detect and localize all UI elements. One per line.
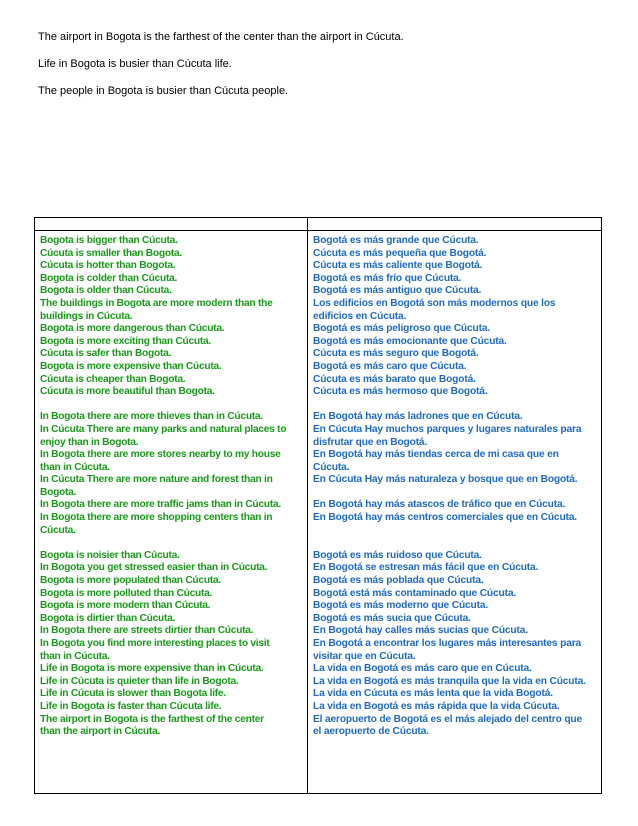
english-line: Bogota is more modern than Cúcuta. [40,600,211,612]
english-line: buildings in Cúcuta. [40,310,133,322]
english-line: Cúcuta is more beautiful than Bogota. [40,386,215,398]
spanish-line: La vida en Bogotá es más caro que en Cúcuta. [313,663,532,675]
spanish-line: En Bogotá hay calles más sucias que Cúcuta. [313,625,528,637]
english-line: than the airport in Cúcuta. [40,726,161,738]
english-line: In Cúcuta There are more nature and forest than in [40,474,273,486]
english-line: than in Cúcuta. [40,461,110,473]
english-line: than in Cúcuta. [40,650,110,662]
english-line: Life in Cúcuta is slower than Bogota life. [40,688,226,700]
english-line: In Bogota there are more traffic jams than in Cúcuta. [40,499,281,511]
english-line: The buildings in Bogota are more modern than the [40,297,273,309]
spanish-line: La vida en Cúcuta es más lenta que la vida Bogotá. [313,688,553,700]
english-line: enjoy than in Bogota. [40,436,139,448]
english-line: In Bogota there are more stores nearby to my house [40,449,281,461]
english-line: In Bogota you find more interesting places to visit [40,638,270,649]
table-header-row [35,218,601,231]
english-line: In Bogota there are more thieves than in Cúcuta. [40,411,263,423]
spanish-line: Bogotá es más ruidoso que Cúcuta. [313,549,482,561]
spanish-line: Cúcuta es más pequeña que Bogotá. [313,247,487,259]
spanish-line: En Bogotá hay más tiendas cerca de mi casa que en [313,449,559,461]
spanish-line: Bogotá es más sucia que Cúcuta. [313,612,471,624]
spanish-line: Cúcuta es más barato que Bogotá. [313,373,476,385]
english-line: In Cúcuta There are many parks and natural places to [40,423,287,435]
english-line: Bogota is more populated than Cúcuta. [40,575,221,587]
english-line: Bogota is noisier than Cúcuta. [40,549,180,561]
spanish-spacer [313,537,599,550]
spanish-line: En Bogotá se estresan más fácil que en Cúcuta. [313,562,539,574]
spanish-line: La vida en Bogotá es más rápida que la vida Cúcuta. [313,700,560,712]
spanish-spacer [313,525,599,538]
english-line: Bogota is more dangerous than Cúcuta. [40,323,225,335]
spanish-column [313,235,599,739]
spanish-line: Bogotá es más peligroso que Cúcuta. [313,323,491,335]
spanish-line: La vida en Bogotá es más tranquila que la vida en Cúcuta. [313,675,586,687]
english-line: Cúcuta is hotter than Bogota. [40,260,176,272]
spanish-line: Bogotá está más contaminado que Cúcuta. [313,587,517,599]
intro-line-3: The people in Bogota is busier than Cúcuta people. [38,85,289,97]
english-line: The airport in Bogota is the farthest of the center [40,713,264,725]
english-spacer [40,399,302,412]
spanish-line: Bogotá es más emocionante que Cúcuta. [313,335,507,347]
spanish-line: Cúcuta es más caliente que Bogotá. [313,260,483,272]
spanish-line: Cúcuta es más seguro que Bogotá. [313,348,479,360]
spanish-line: En Bogotá hay más atascos de tráfico que en Cúcuta. [313,499,566,511]
english-line: Life in Bogota is more expensive than in Cúcuta. [40,663,264,675]
english-line: Bogota is colder than Cúcuta. [40,272,178,284]
english-line: Bogota is more polluted than Cúcuta. [40,587,213,599]
column-divider [307,218,308,793]
english-line: Life in Bogota is faster than Cúcuta life. [40,700,222,712]
intro-line-1: The airport in Bogota is the farthest of the center than the airport in Cúcuta. [38,31,404,43]
english-line: Cúcuta is smaller than Bogota. [40,247,182,259]
english-spacer [40,537,302,550]
spanish-line: Bogotá es más poblada que Cúcuta. [313,575,484,587]
english-line: Cúcuta is cheaper than Bogota. [40,373,186,385]
spanish-line: En Cúcuta Hay muchos parques y lugares naturales para [313,423,582,435]
english-line: In Bogota you get stressed easier than in Cúcuta. [40,562,268,574]
spanish-line: Bogotá es más moderno que Cúcuta. [313,600,489,612]
intro-line-2: Life in Bogota is busier than Cúcuta life. [38,58,232,70]
english-line: Bogota is more expensive than Cúcuta. [40,360,222,372]
english-line: Bogota is older than Cúcuta. [40,285,172,297]
english-line: Bogota is bigger than Cúcuta. [40,235,178,246]
spanish-line: En Cúcuta Hay más naturaleza y bosque que en Bogotá. [313,474,578,486]
spanish-line: Cúcuta. [313,461,350,473]
english-line: Bogota. [40,486,77,498]
english-line: In Bogota there are more shopping centers than in [40,512,273,524]
spanish-spacer [313,399,599,412]
spanish-line: visitar que en Cúcuta. [313,650,416,662]
spanish-line: En Bogotá hay más centros comerciales que en Cúcuta. [313,512,577,524]
english-line: Cúcuta. [40,524,76,536]
spanish-line: el aeropuerto de Cúcuta. [313,726,429,738]
english-column [40,235,302,739]
spanish-spacer [313,487,599,500]
spanish-line: Los edificios en Bogotá son más modernos que los [313,297,556,309]
spanish-line: Bogotá es más caro que Cúcuta. [313,360,467,372]
spanish-line: edificios en Cúcuta. [313,310,407,322]
english-line: Bogota is dirtier than Cúcuta. [40,612,176,624]
english-line: Life in Cúcuta is quieter than life in Bogota. [40,675,239,687]
english-line: Bogota is more exciting than Cúcuta. [40,335,212,347]
intro-text [38,30,598,111]
spanish-line: En Bogotá a encontrar los lugares más interesantes para [313,638,582,649]
comparison-table [34,217,602,794]
spanish-line: Bogotá es más grande que Cúcuta. [313,235,479,246]
spanish-line: En Bogotá hay más ladrones que en Cúcuta. [313,411,523,423]
spanish-line: Cúcuta es más hermoso que Bogotá. [313,386,488,398]
spanish-line: El aeropuerto de Bogotá es el más alejado del centro que [313,713,583,725]
spanish-line: disfrutar que en Bogotá. [313,436,428,448]
spanish-line: Bogotá es más frío que Cúcuta. [313,272,462,284]
english-line: Cúcuta is safer than Bogota. [40,348,172,360]
english-line: In Bogota there are streets dirtier than Cúcuta. [40,625,254,637]
spanish-line: Bogotá es más antiguo que Cúcuta. [313,285,482,297]
